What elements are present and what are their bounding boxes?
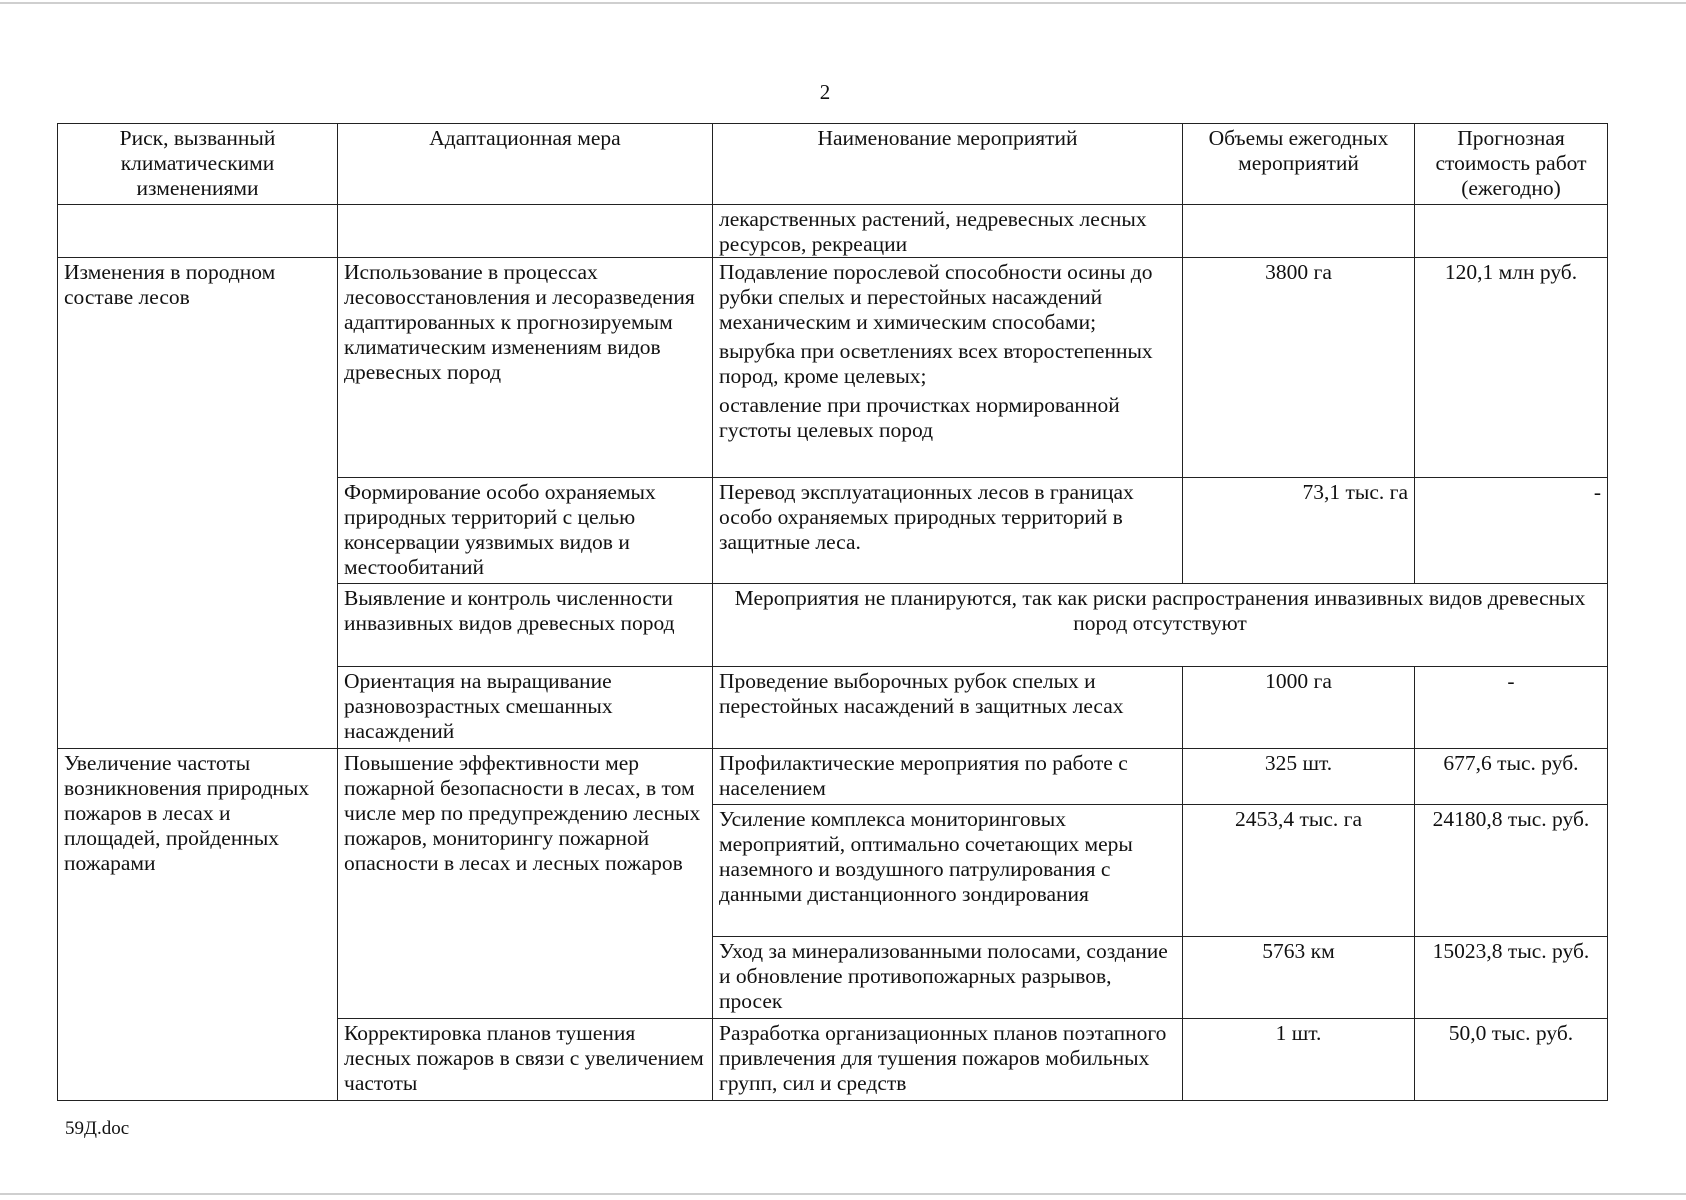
- header-cost: Прогнозная стоимость работ (ежегодно): [1415, 124, 1608, 205]
- adaptation-measures-table: [57, 123, 1608, 1101]
- header-volume: Объемы ежегодных мероприятий: [1183, 124, 1415, 205]
- volume-cell: 1000 га: [1183, 667, 1415, 749]
- cost-cell: 24180,8 тыс. руб.: [1415, 805, 1608, 937]
- event-cell: [713, 258, 1183, 478]
- cost-cell: -: [1415, 478, 1608, 584]
- table-row: [58, 749, 1608, 805]
- event-cell: лекарственных растений, недревесных лесных ресурсов, рекреации: [713, 205, 1183, 258]
- table-header-row: [58, 124, 1608, 205]
- scan-edge-bottom: [0, 1193, 1686, 1195]
- file-name-footer: 59Д.doc: [65, 1118, 130, 1139]
- no-events-note: Мероприятия не планируются, так как риски распространения инвазивных видов древесных пород отсутствуют: [713, 584, 1608, 667]
- event-paragraph: вырубка при осветлениях всех второстепенных пород, кроме целевых;: [719, 339, 1153, 388]
- header-event: Наименование мероприятий: [713, 124, 1183, 205]
- volume-cell-empty: [1183, 205, 1415, 258]
- volume-cell: 2453,4 тыс. га: [1183, 805, 1415, 937]
- volume-cell: 5763 км: [1183, 937, 1415, 1019]
- cost-cell: 120,1 млн руб.: [1415, 258, 1608, 478]
- page-number: 2: [819, 80, 831, 104]
- risk-cell: Увеличение частоты возникновения природных пожаров в лесах и площадей, пройденных пожарами: [58, 749, 338, 1101]
- event-cell: Проведение выборочных рубок спелых и перестойных насаждений в защитных лесах: [713, 667, 1183, 749]
- measure-cell: Выявление и контроль численности инвазивных видов древесных пород: [338, 584, 713, 667]
- cost-cell-empty: [1415, 205, 1608, 258]
- measure-cell: Использование в процессах лесовосстановления и лесоразведения адаптированных к прогнозируемым климатическим изменениям видов древесных пород: [338, 258, 713, 478]
- risk-cell: Изменения в породном составе лесов: [58, 258, 338, 749]
- cost-cell: -: [1415, 667, 1608, 749]
- event-cell: Усиление комплекса мониторинговых мероприятий, оптимально сочетающих меры наземного и воздушного патрулирования с данными дистанционного зондирования: [713, 805, 1183, 937]
- event-paragraph: Подавление порослевой способности осины до рубки спелых и перестойных насаждений механическим и химическим способами;: [719, 260, 1153, 334]
- volume-cell: 325 шт.: [1183, 749, 1415, 805]
- event-cell: Уход за минерализованными полосами, создание и обновление противопожарных разрывов, просек: [713, 937, 1183, 1019]
- header-risk: Риск, вызванный климатическими изменениями: [58, 124, 338, 205]
- measure-cell: Формирование особо охраняемых природных территорий с целью консервации уязвимых видов и местообитаний: [338, 478, 713, 584]
- cost-cell: 50,0 тыс. руб.: [1415, 1019, 1608, 1101]
- volume-cell: 1 шт.: [1183, 1019, 1415, 1101]
- measure-cell: Повышение эффективности мер пожарной безопасности в лесах, в том числе мер по предупреждению лесных пожаров, мониторингу пожарной опасности в лесах и лесных пожаров: [338, 749, 713, 1019]
- cost-cell: 15023,8 тыс. руб.: [1415, 937, 1608, 1019]
- event-cell: Перевод эксплуатационных лесов в границах особо охраняемых природных территорий в защитные леса.: [713, 478, 1183, 584]
- header-measure: Адаптационная мера: [338, 124, 713, 205]
- cost-cell: 677,6 тыс. руб.: [1415, 749, 1608, 805]
- event-cell: Разработка организационных планов поэтапного привлечения для тушения пожаров мобильных групп, сил и средств: [713, 1019, 1183, 1101]
- event-cell: Профилактические мероприятия по работе с населением: [713, 749, 1183, 805]
- risk-cell-empty: [58, 205, 338, 258]
- measure-cell-empty: [338, 205, 713, 258]
- measure-cell: Корректировка планов тушения лесных пожаров в связи с увеличением частоты: [338, 1019, 713, 1101]
- volume-cell: 3800 га: [1183, 258, 1415, 478]
- event-paragraph: оставление при прочистках нормированной густоты целевых пород: [719, 393, 1120, 442]
- scan-edge-top: [0, 2, 1686, 4]
- measure-cell: Ориентация на выращивание разновозрастных смешанных насаждений: [338, 667, 713, 749]
- table-row: [58, 205, 1608, 258]
- volume-cell: 73,1 тыс. га: [1183, 478, 1415, 584]
- table-row: [58, 258, 1608, 478]
